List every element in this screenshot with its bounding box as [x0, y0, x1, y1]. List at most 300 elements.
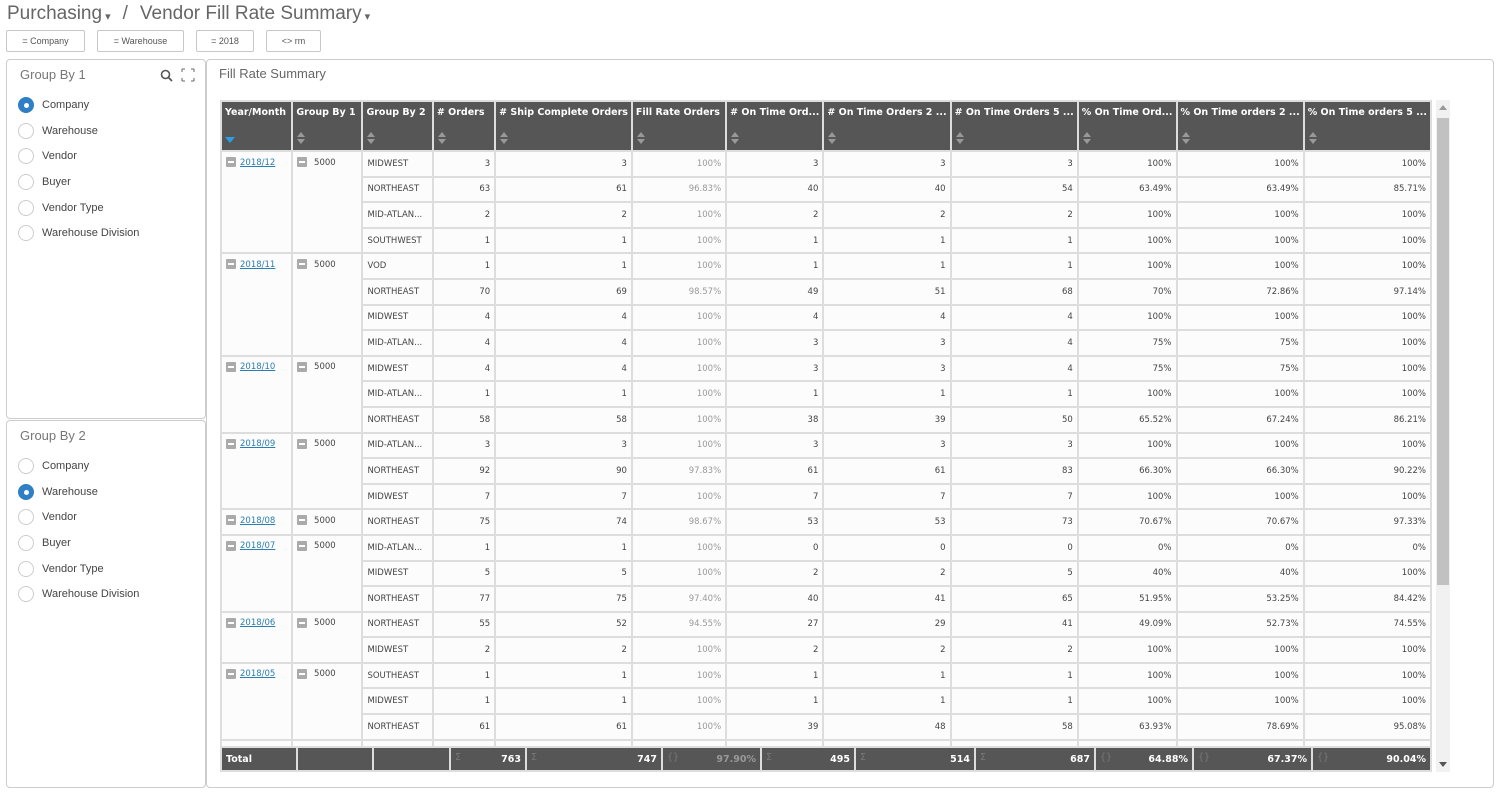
- table-row: [222, 664, 1430, 688]
- radio-button[interactable]: [18, 458, 34, 474]
- value-cell: 95.08%: [1305, 715, 1430, 739]
- collapse-icon[interactable]: [226, 618, 236, 628]
- radio-button[interactable]: [18, 225, 34, 241]
- value-cell: 98.57%: [633, 280, 725, 304]
- value-cell: 78.69%: [1178, 715, 1303, 739]
- value-cell: 0: [952, 536, 1077, 560]
- column-header[interactable]: # On Time Orders 2 ...: [824, 102, 949, 150]
- value-cell: 53.25%: [1178, 587, 1303, 611]
- value-cell: 61: [496, 178, 631, 202]
- value-cell: 85.71%: [1305, 178, 1430, 202]
- scroll-down-icon[interactable]: [1439, 762, 1447, 767]
- sort-icon[interactable]: [297, 132, 305, 144]
- value-cell: 100%: [1305, 331, 1430, 355]
- expand-icon[interactable]: [181, 68, 195, 82]
- group-by-1-cell: 5000: [293, 357, 361, 432]
- radio-button[interactable]: [18, 123, 34, 139]
- value-cell: 100%: [1305, 689, 1430, 713]
- value-cell: 7: [824, 485, 949, 509]
- radio-vendor[interactable]: Vendor: [18, 143, 139, 169]
- value-cell: 1: [434, 536, 494, 560]
- value-cell: 7: [727, 485, 822, 509]
- value-cell: 2: [434, 203, 494, 227]
- year-month-cell: [222, 434, 291, 509]
- filter-warehouse[interactable]: = Warehouse: [97, 30, 184, 52]
- collapse-icon[interactable]: [297, 669, 307, 679]
- value-cell: 100%: [1305, 485, 1430, 509]
- value-cell: 52.73%: [1178, 613, 1303, 637]
- value-cell: 1: [496, 689, 631, 713]
- radio-button[interactable]: [18, 174, 34, 190]
- value-cell: 100%: [1305, 562, 1430, 586]
- radio-company[interactable]: Company: [18, 453, 139, 479]
- group-by-1-cell: 5000: [293, 254, 361, 354]
- collapse-icon[interactable]: [226, 362, 236, 372]
- value-cell: 29: [824, 613, 949, 637]
- year-month-cell: [222, 613, 291, 662]
- value-cell: 1: [824, 664, 949, 688]
- value-cell: 4: [952, 357, 1077, 381]
- column-header[interactable]: % On Time Ord...: [1079, 102, 1176, 150]
- value-cell: 5: [434, 562, 494, 586]
- value-cell: 3: [824, 357, 949, 381]
- value-cell: 4: [952, 331, 1077, 355]
- value-cell: 100%: [1178, 485, 1303, 509]
- year-month-link[interactable]: 2018/10: [240, 362, 276, 373]
- value-cell: 53: [824, 510, 949, 534]
- value-cell: 1: [952, 689, 1077, 713]
- collapse-icon[interactable]: [226, 515, 236, 525]
- value-cell: 0: [824, 536, 949, 560]
- value-cell: 39: [824, 408, 949, 432]
- table-row: [222, 459, 1430, 483]
- value-cell: 50: [952, 408, 1077, 432]
- value-cell: 100%: [1178, 664, 1303, 688]
- value-cell: 0%: [1305, 536, 1430, 560]
- year-month-cell: [222, 357, 291, 432]
- formula-icon: {}: [1100, 752, 1113, 763]
- table-row: [222, 715, 1430, 739]
- value-cell: 1: [496, 382, 631, 406]
- vertical-scrollbar[interactable]: [1436, 100, 1450, 772]
- value-cell: 100%: [1305, 638, 1430, 662]
- value-cell: 40: [727, 178, 822, 202]
- group-by-2-cell: NORTHEAST: [363, 408, 431, 432]
- group-by-2-cell: NORTHEAST: [363, 613, 431, 637]
- collapse-icon[interactable]: [226, 541, 236, 551]
- value-cell: 94.55%: [633, 613, 725, 637]
- value-cell: 61: [496, 715, 631, 739]
- sum-icon: Σ: [531, 752, 538, 763]
- filter-exclude[interactable]: <> rm: [266, 30, 321, 52]
- value-cell: 70%: [1079, 280, 1176, 304]
- radio-button[interactable]: [18, 148, 34, 164]
- column-header[interactable]: # On Time Ord...: [727, 102, 822, 150]
- value-cell: 67.24%: [1178, 408, 1303, 432]
- radio-warehouse-division[interactable]: Warehouse Division: [18, 581, 139, 607]
- table-row: [222, 562, 1430, 586]
- group-by-2-cell: MID-ATLAN...: [363, 536, 431, 560]
- radio-vendor-type[interactable]: Vendor Type: [18, 195, 139, 221]
- value-cell: 40: [824, 178, 949, 202]
- radio-button[interactable]: [18, 535, 34, 551]
- value-cell: 1: [496, 254, 631, 278]
- group-by-2-cell: NORTHEAST: [363, 459, 431, 483]
- value-cell: 97.40%: [633, 587, 725, 611]
- value-cell: 1: [952, 254, 1077, 278]
- breadcrumb: [7, 3, 376, 25]
- value-cell: 100%: [1178, 689, 1303, 713]
- table-row: [222, 485, 1430, 509]
- chevron-down-icon[interactable]: ▾: [105, 10, 111, 23]
- value-cell: 51: [824, 280, 949, 304]
- group-by-2-cell: VOD: [363, 254, 431, 278]
- table-row: [222, 203, 1430, 227]
- column-header[interactable]: # Ship Complete Orders: [496, 102, 631, 150]
- group-by-2-cell: MIDWEST: [363, 638, 431, 662]
- value-cell: 84.42%: [1305, 587, 1430, 611]
- group-by-2-cell: NORTHEAST: [363, 715, 431, 739]
- value-cell: 52: [496, 613, 631, 637]
- value-cell: 1: [727, 382, 822, 406]
- value-cell: 5: [952, 562, 1077, 586]
- collapse-icon[interactable]: [226, 439, 236, 449]
- value-cell: 100%: [633, 562, 725, 586]
- value-cell: 1: [434, 229, 494, 253]
- table-row: [222, 331, 1430, 355]
- radio-buyer[interactable]: Buyer: [18, 530, 139, 556]
- value-cell: 100%: [633, 229, 725, 253]
- radio-vendor[interactable]: Vendor: [18, 504, 139, 530]
- value-cell: 49: [727, 280, 822, 304]
- value-cell: 40%: [1079, 562, 1176, 586]
- total-value: {} 67.37%: [1194, 748, 1311, 770]
- value-cell: 100%: [633, 664, 725, 688]
- sort-icon[interactable]: [637, 132, 645, 144]
- column-header[interactable]: Group By 2: [363, 102, 431, 150]
- group-by-2-cell: NORTHEAST: [363, 587, 431, 611]
- value-cell: 63.49%: [1079, 178, 1176, 202]
- value-cell: 97.83%: [633, 459, 725, 483]
- value-cell: 2: [824, 562, 949, 586]
- year-month-link[interactable]: 2018/05: [240, 669, 276, 680]
- radio-button[interactable]: [18, 200, 34, 216]
- year-month-cell: [222, 510, 291, 534]
- sort-icon[interactable]: [367, 132, 375, 144]
- sort-icon[interactable]: [1182, 132, 1190, 144]
- collapse-icon[interactable]: [297, 618, 307, 628]
- value-cell: 63: [434, 178, 494, 202]
- value-cell: 90.22%: [1305, 459, 1430, 483]
- total-value: Σ 763: [451, 748, 525, 770]
- column-header[interactable]: # Orders: [434, 102, 494, 150]
- column-header[interactable]: % On Time orders 5 ...: [1305, 102, 1430, 150]
- group-by-1-cell: 5000: [293, 510, 361, 534]
- value-cell: 100%: [1305, 382, 1430, 406]
- group-by-2-cell: MID-ATLAN...: [363, 382, 431, 406]
- value-cell: 3: [824, 152, 949, 176]
- year-month-link[interactable]: 2018/06: [240, 618, 276, 629]
- value-cell: 1: [496, 664, 631, 688]
- radio-button[interactable]: [18, 97, 34, 113]
- table-row: [222, 613, 1430, 637]
- filter-bar: [6, 30, 333, 52]
- year-month-link[interactable]: 2018/11: [240, 259, 276, 270]
- value-cell: 49.09%: [1079, 613, 1176, 637]
- radio-button[interactable]: [18, 484, 34, 500]
- value-cell: 100%: [1178, 306, 1303, 330]
- group-by-2-cell: MIDWEST: [363, 306, 431, 330]
- panel-title: Group By 2: [20, 428, 86, 443]
- panel-title: Group By 1: [20, 67, 86, 82]
- sort-icon[interactable]: [828, 132, 836, 144]
- value-cell: 1: [727, 254, 822, 278]
- year-month-cell: [222, 664, 291, 739]
- formula-icon: {}: [667, 752, 680, 763]
- year-month-link[interactable]: 2018/07: [240, 541, 276, 552]
- value-cell: 3: [952, 434, 1077, 458]
- total-value: {} 90.04%: [1313, 748, 1430, 770]
- value-cell: 100%: [1178, 382, 1303, 406]
- group-by-2-cell: MIDWEST: [363, 485, 431, 509]
- column-header[interactable]: # On Time Orders 5 ...: [952, 102, 1077, 150]
- value-cell: 40%: [1178, 562, 1303, 586]
- value-cell: 100%: [1079, 254, 1176, 278]
- sum-icon: Σ: [766, 752, 773, 763]
- value-cell: 100%: [1178, 254, 1303, 278]
- value-cell: 61: [727, 459, 822, 483]
- value-cell: 51.95%: [1079, 587, 1176, 611]
- value-cell: 75%: [1079, 331, 1176, 355]
- collapse-icon[interactable]: [297, 259, 307, 269]
- value-cell: 83: [952, 459, 1077, 483]
- value-cell: 100%: [633, 306, 725, 330]
- value-cell: 68: [952, 280, 1077, 304]
- value-cell: 100%: [1305, 254, 1430, 278]
- value-cell: 3: [434, 434, 494, 458]
- value-cell: 100%: [1305, 229, 1430, 253]
- value-cell: 2: [727, 203, 822, 227]
- value-cell: 2: [727, 638, 822, 662]
- value-cell: 27: [727, 613, 822, 637]
- group-by-2-cell: MIDWEST: [363, 562, 431, 586]
- value-cell: 100%: [1079, 434, 1176, 458]
- value-cell: 70.67%: [1178, 510, 1303, 534]
- value-cell: 100%: [633, 357, 725, 381]
- sort-icon[interactable]: [1309, 132, 1317, 144]
- value-cell: 100%: [633, 254, 725, 278]
- value-cell: 58: [496, 408, 631, 432]
- value-cell: 39: [727, 715, 822, 739]
- value-cell: 66.30%: [1079, 459, 1176, 483]
- sort-descending-icon[interactable]: [225, 137, 235, 143]
- group-by-1-cell: 5000: [293, 664, 361, 739]
- year-month-cell: [222, 152, 291, 252]
- radio-warehouse[interactable]: Warehouse: [18, 479, 139, 505]
- radio-vendor-type[interactable]: Vendor Type: [18, 556, 139, 582]
- value-cell: 3: [824, 331, 949, 355]
- chevron-down-icon[interactable]: ▾: [364, 10, 371, 23]
- collapse-icon[interactable]: [297, 439, 307, 449]
- value-cell: 63.93%: [1079, 715, 1176, 739]
- value-cell: 100%: [633, 331, 725, 355]
- total-value: Σ 495: [762, 748, 854, 770]
- value-cell: 1: [824, 689, 949, 713]
- group-by-2-cell: MIDWEST: [363, 357, 431, 381]
- radio-buyer[interactable]: Buyer: [18, 169, 139, 195]
- pivot-table: [220, 100, 1432, 751]
- value-cell: 4: [434, 357, 494, 381]
- collapse-icon[interactable]: [226, 669, 236, 679]
- value-cell: 1: [727, 664, 822, 688]
- value-cell: 1: [824, 254, 949, 278]
- table-row: [222, 382, 1430, 406]
- radio-warehouse-division[interactable]: Warehouse Division: [18, 220, 139, 246]
- value-cell: 0: [727, 536, 822, 560]
- value-cell: 70.67%: [1079, 510, 1176, 534]
- filter-year[interactable]: = 2018: [196, 30, 254, 52]
- scroll-up-icon[interactable]: [1439, 105, 1447, 110]
- sort-icon[interactable]: [1083, 132, 1091, 144]
- value-cell: 100%: [1079, 382, 1176, 406]
- value-cell: 90: [496, 459, 631, 483]
- value-cell: 7: [952, 485, 1077, 509]
- radio-button[interactable]: [18, 509, 34, 525]
- column-header[interactable]: Year/Month: [222, 102, 291, 150]
- value-cell: 100%: [633, 434, 725, 458]
- value-cell: 3: [727, 152, 822, 176]
- radio-button[interactable]: [18, 586, 34, 602]
- radio-warehouse[interactable]: Warehouse: [18, 118, 139, 144]
- year-month-link[interactable]: 2018/09: [240, 439, 276, 450]
- value-cell: 1: [824, 382, 949, 406]
- value-cell: 3: [496, 434, 631, 458]
- value-cell: 4: [496, 357, 631, 381]
- value-cell: 4: [434, 306, 494, 330]
- value-cell: 100%: [1305, 357, 1430, 381]
- formula-icon: {}: [1317, 752, 1330, 763]
- scroll-thumb[interactable]: [1437, 118, 1449, 585]
- value-cell: 75: [496, 587, 631, 611]
- table-row: [222, 587, 1430, 611]
- value-cell: 1: [496, 536, 631, 560]
- collapse-icon[interactable]: [226, 259, 236, 269]
- value-cell: 1: [952, 382, 1077, 406]
- value-cell: 3: [727, 357, 822, 381]
- formula-icon: {}: [1198, 752, 1211, 763]
- value-cell: 2: [952, 203, 1077, 227]
- value-cell: 3: [496, 152, 631, 176]
- filter-company[interactable]: = Company: [6, 30, 85, 52]
- group-by-2-cell: MID-ATLAN...: [363, 203, 431, 227]
- group-by-1-cell: 5000: [293, 152, 361, 252]
- group-by-1-cell: 5000: [293, 613, 361, 662]
- value-cell: 41: [824, 587, 949, 611]
- value-cell: 4: [824, 306, 949, 330]
- total-value: Σ 687: [976, 748, 1094, 770]
- panel-title: Fill Rate Summary: [219, 66, 326, 81]
- value-cell: 1: [496, 229, 631, 253]
- value-cell: 75: [434, 510, 494, 534]
- value-cell: 86.21%: [1305, 408, 1430, 432]
- page-title[interactable]: Vendor Fill Rate Summary: [139, 3, 362, 24]
- value-cell: 7: [496, 485, 631, 509]
- sort-icon[interactable]: [500, 132, 508, 144]
- value-cell: 72.86%: [1178, 280, 1303, 304]
- search-icon[interactable]: [160, 69, 173, 82]
- table-row: [222, 280, 1430, 304]
- value-cell: 58: [952, 715, 1077, 739]
- value-cell: 100%: [633, 152, 725, 176]
- collapse-icon[interactable]: [297, 541, 307, 551]
- group-by-2-cell: MID-ATLAN...: [363, 331, 431, 355]
- value-cell: 100%: [1079, 203, 1176, 227]
- value-cell: 100%: [1079, 638, 1176, 662]
- total-label: Total: [222, 748, 296, 770]
- breadcrumb-app[interactable]: Purchasing: [7, 3, 103, 24]
- value-cell: 1: [727, 229, 822, 253]
- value-cell: 61: [434, 715, 494, 739]
- value-cell: 58: [434, 408, 494, 432]
- value-cell: 4: [496, 306, 631, 330]
- value-cell: 100%: [1178, 638, 1303, 662]
- sort-icon[interactable]: [438, 132, 446, 144]
- collapse-icon[interactable]: [297, 362, 307, 372]
- value-cell: 70: [434, 280, 494, 304]
- table-row: [222, 689, 1430, 713]
- value-cell: 100%: [1079, 229, 1176, 253]
- value-cell: 100%: [1305, 152, 1430, 176]
- column-header[interactable]: % On Time orders 2 ...: [1178, 102, 1303, 150]
- year-month-cell: [222, 536, 291, 611]
- sort-icon[interactable]: [956, 132, 964, 144]
- column-header[interactable]: Group By 1: [293, 102, 361, 150]
- table-row: [222, 510, 1430, 534]
- value-cell: 100%: [633, 408, 725, 432]
- collapse-icon[interactable]: [297, 157, 307, 167]
- value-cell: 74: [496, 510, 631, 534]
- group-by-1-options: [18, 92, 139, 246]
- group-by-2-cell: MID-ATLAN...: [363, 434, 431, 458]
- value-cell: 0%: [1178, 536, 1303, 560]
- value-cell: 100%: [1178, 203, 1303, 227]
- sum-icon: Σ: [980, 752, 987, 763]
- year-month-link[interactable]: 2018/12: [240, 157, 276, 168]
- value-cell: 2: [824, 638, 949, 662]
- total-row: [222, 748, 1430, 770]
- radio-button[interactable]: [18, 561, 34, 577]
- column-header[interactable]: Fill Rate Orders: [633, 102, 725, 150]
- year-month-link[interactable]: 2018/08: [240, 515, 276, 526]
- collapse-icon[interactable]: [297, 515, 307, 525]
- sort-icon[interactable]: [731, 132, 739, 144]
- value-cell: 74.55%: [1305, 613, 1430, 637]
- table-row: [222, 178, 1430, 202]
- value-cell: 41: [952, 613, 1077, 637]
- collapse-icon[interactable]: [226, 157, 236, 167]
- value-cell: 2: [727, 562, 822, 586]
- value-cell: 100%: [1305, 203, 1430, 227]
- value-cell: 7: [434, 485, 494, 509]
- radio-company[interactable]: Company: [18, 92, 139, 118]
- fill-rate-summary-panel: [206, 59, 1494, 788]
- value-cell: 75%: [1079, 357, 1176, 381]
- value-cell: 100%: [1305, 434, 1430, 458]
- value-cell: 38: [727, 408, 822, 432]
- table-row: [222, 306, 1430, 330]
- table-row: [222, 229, 1430, 253]
- value-cell: 66.30%: [1178, 459, 1303, 483]
